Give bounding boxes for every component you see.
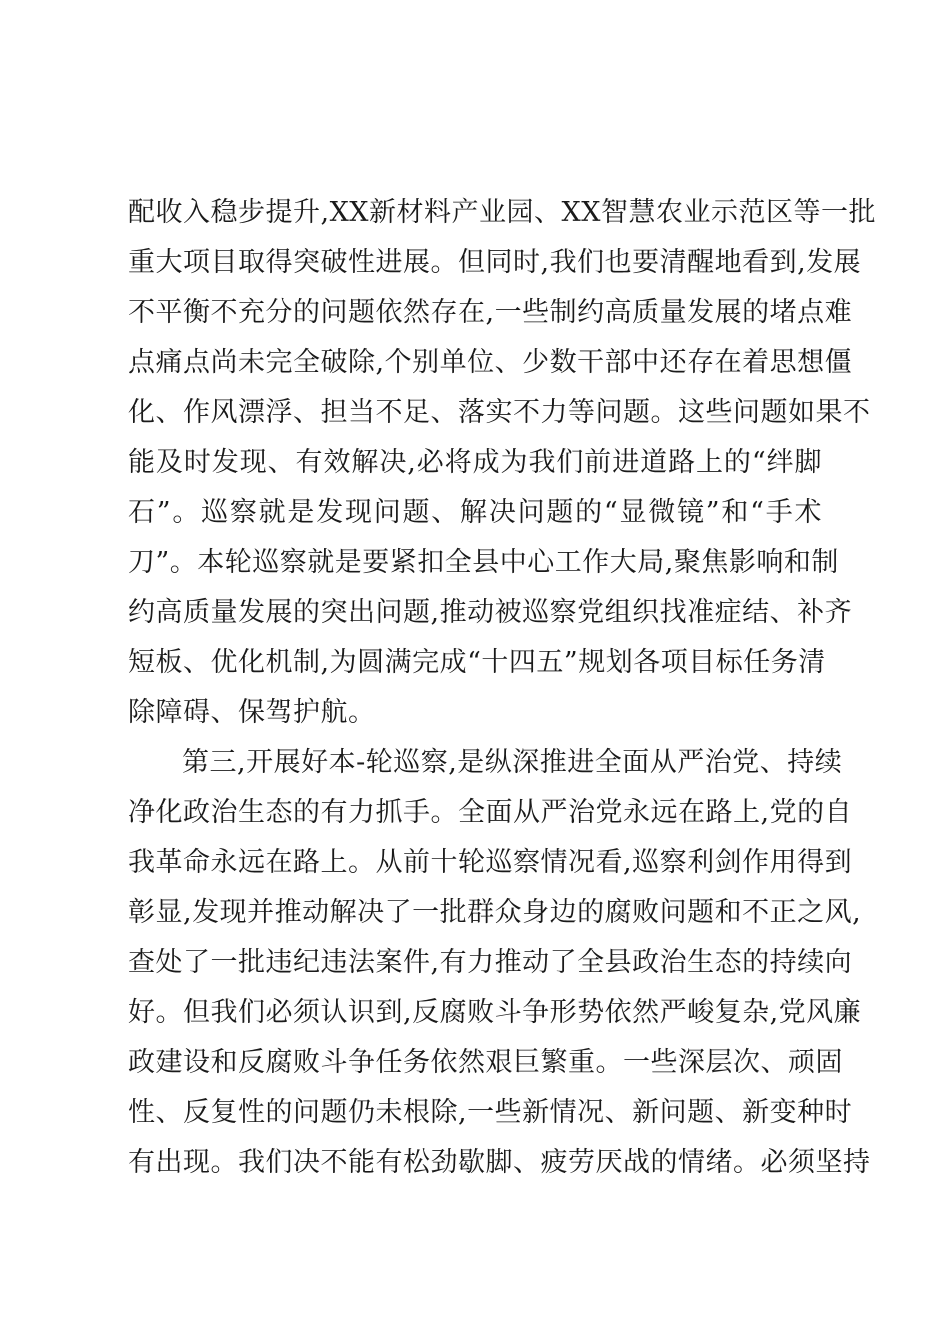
- text-line: 政建设和反腐败斗争任务依然艰巨繁重。一些深层次、顽固: [128, 1047, 843, 1078]
- text-line: 配收入稳步提升,XX新材料产业园、XX智慧农业示范区等一批: [128, 197, 876, 228]
- text-line: 短板、优化机制,为圆满完成“十四五”规划各项目标任务清: [128, 647, 826, 678]
- text-line: 约高质量发展的突出问题,推动被巡察党组织找准症结、补齐: [128, 597, 853, 628]
- text-line: 除障碍、保驾护航。: [128, 697, 376, 728]
- text-line: 石”。巡察就是发现问题、解决问题的“显微镜”和“手术: [128, 497, 822, 528]
- text-line: 彰显,发现并推动解决了一批群众身边的腐败问题和不正之风,: [128, 897, 862, 928]
- text-line: 点痛点尚未完全破除,个别单位、少数干部中还存在着思想僵: [128, 347, 853, 378]
- text-line: 重大项目取得突破性进展。但同时,我们也要清醒地看到,发展: [128, 247, 862, 278]
- text-line: 净化政治生态的有力抓手。全面从严治党永远在路上,党的自: [128, 797, 853, 828]
- text-line: 能及时发现、有效解决,必将成为我们前进道路上的“绊脚: [128, 447, 822, 478]
- text-line: 好。但我们必须认识到,反腐败斗争形势依然严峻复杂,党风廉: [128, 997, 862, 1028]
- text-line: 我革命永远在路上。从前十轮巡察情况看,巡察利剑作用得到: [128, 847, 853, 878]
- text-line: 性、反复性的问题仍未根除,一些新情况、新问题、新变种时: [128, 1097, 853, 1128]
- text-line: 化、作风漂浮、担当不足、落实不力等问题。这些问题如果不: [128, 397, 871, 428]
- text-line: 有出现。我们决不能有松劲歇脚、疲劳厌战的情绪。必须坚持: [128, 1147, 871, 1178]
- text-line: 查处了一批违纪违法案件,有力推动了全县政治生态的持续向: [128, 947, 853, 978]
- paragraph-first-line: 第三,开展好本-轮巡察,是纵深推进全面从严治党、持续: [182, 747, 843, 778]
- text-line: 刀”。本轮巡察就是要紧扣全县中心工作大局,聚焦影响和制: [128, 547, 839, 578]
- text-line: 不平衡不充分的问题依然存在,一些制约高质量发展的堵点难: [128, 297, 853, 328]
